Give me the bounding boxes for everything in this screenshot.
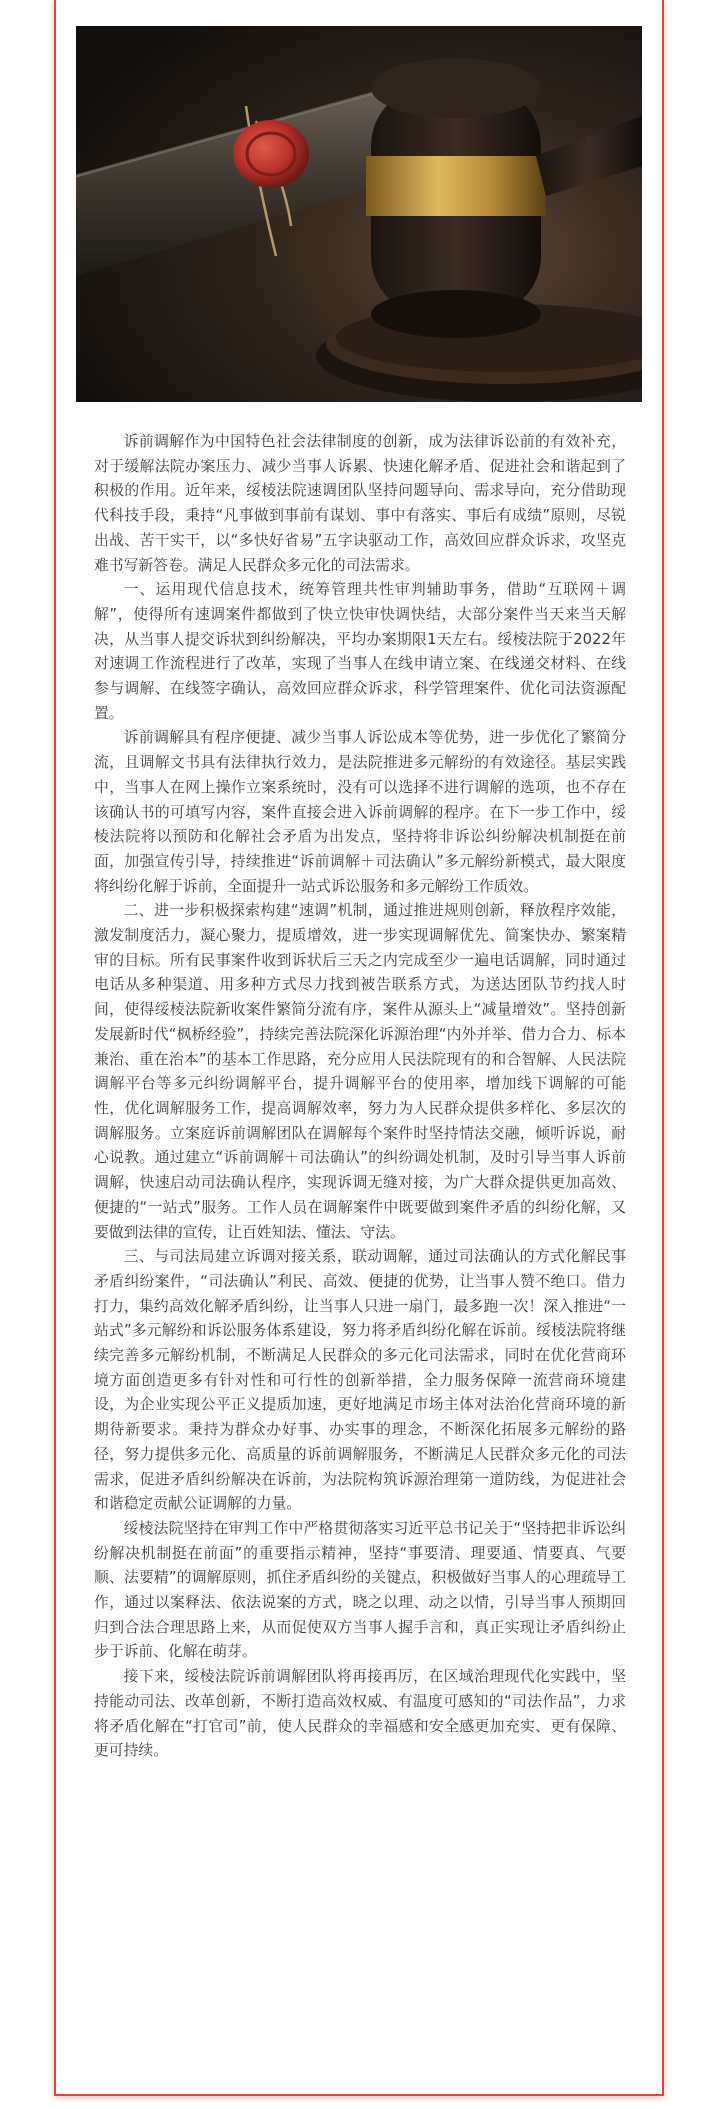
article-body	[94, 430, 626, 1764]
paragraph-2: 诉前调解具有程序便捷、减少当事人诉讼成本等优势，进一步优化了繁简分流，且调解文书具有法律执行效力，是法院推进多元解纷的有效途径。基层实践中，当事人在网上操作立案系统时，没有可以选择不进行调解的选项，也不存在该确认书的可填写内容，案件直接会进入诉前调解的程序。在下一步工作中，绥棱法院将以预防和化解社会矛盾为出发点，坚持将非诉讼纠纷解决机制挺在前面，加强宣传引导，持续推进“诉前调解＋司法确认”多元解纷新模式，最大限度将纠纷化解于诉前，全面提升一站式诉讼服务和多元解纷工作质效。	[94, 729, 626, 895]
paragraph-5: 绥棱法院坚持在审判工作中严格贯彻落实习近平总书记关于“坚持把非诉讼纠纷解决机制挺在前面”的重要指示精神，坚持“事要清、理要通、情要真、气要顺、法要精”的调解原则，抓住矛盾纠纷的关键点，积极做好当事人的心理疏导工作，通过以案释法、依法说案的方式，晓之以理、动之以情，引导当事人预期回归到合法合理思路上来，从而促使双方当事人握手言和，真正实现让矛盾纠纷止步于诉前、化解在萌芽。	[94, 1519, 626, 1661]
gavel-scroll-illustration	[76, 26, 642, 402]
paragraph-3: 二、进一步积极探索构建“速调”机制，通过推进规则创新，释放程序效能，激发制度活力，凝心聚力，提质增效，进一步实现调解优先、简案快办、繁案精审的目标。所有民事案件收到诉状后三天之内完成至少一遍电话调解，同时通过电话从多种渠道、用多种方式尽力找到被告联系方式，为送达团队节约找人时间，使得绥棱法院新收案件繁简分流有序，案件从源头上“减量增效”。坚持创新发展新时代“枫桥经验”，持续完善法院深化诉源治理“内外并举、借力合力、标本兼治、重在治本”的基本工作思路，充分应用人民法院现有的和合智解、人民法院调解平台等多元纠纷调解平台，提升调解平台的使用率，增加线下调解的可能性，优化调解服务工作，提高调解效率，努力为人民群众提供多样化、多层次的调解服务。立案庭诉前调解团队在调解每个案件时坚持情法交融，倾听诉说，耐心说教。通过建立“诉前调解＋司法确认”的纠纷调处机制，及时引导当事人诉前调解，快速启动司法确认程序，实现诉调无缝对接，为广大群众提供更加高效、便捷的“一站式”服务。工作人员在调解案件中既要做到案件矛盾的纠纷化解，又要做到法律的宣传，让百姓知法、懂法、守法。	[94, 902, 626, 1241]
header-photo	[76, 26, 642, 402]
paragraph-intro: 诉前调解作为中国特色社会法律制度的创新，成为法律诉讼前的有效补充，对于缓解法院办案压力、减少当事人诉累、快速化解矛盾、促进社会和谐起到了积极的作用。近年来，绥棱法院速调团队坚持问题导向、需求导向，充分借助现代科技手段，秉持“凡事做到事前有谋划、事中有落实、事后有成绩”原则，尽锐出战、苦干实干，以“多快好省易”五字诀驱动工作，高效回应群众诉求，攻坚克难书写新答卷。满足人民群众多元化的司法需求。	[94, 433, 626, 574]
paragraph-4: 三、与司法局建立诉调对接关系，联动调解，通过司法确认的方式化解民事矛盾纠纷案件，“司法确认”利民、高效、便捷的优势，让当事人赞不绝口。借力打力，集约高效化解矛盾纠纷，让当事人只进一扇门，最多跑一次！深入推进“一站式”多元解纷和诉讼服务体系建设，努力将矛盾纠纷化解在诉前。绥棱法院将继续完善多元解纷机制，不断满足人民群众的多元化司法需求，同时在优化营商环境方面创造更多有针对性和可行性的创新举措，全力服务保障一流营商环境建设，为企业实现公平正义提质加速，更好地满足市场主体对法治化营商环境的新期待新要求。秉持为群众办好事、办实事的理念，不断深化拓展多元解纷的路径，努力提供多元化、高质量的诉前调解服务，不断满足人民群众多元化的司法需求，促进矛盾纠纷解决在诉前，为法院构筑诉源治理第一道防线，为促进社会和谐稳定贡献公证调解的力量。	[94, 1248, 626, 1513]
paragraph-conclusion: 接下来，绥棱法院诉前调解团队将再接再厉，在区域治理现代化实践中，坚持能动司法、改革创新，不断打造高效权威、有温度可感知的“司法作品”，力求将矛盾化解在“打官司”前，使人民群众的幸福感和安全感更加充实、更有保障、更可持续。	[94, 1668, 626, 1760]
article-frame	[54, 0, 664, 2096]
paragraph-1: 一、运用现代信息技术，统筹管理共性审判辅助事务，借助“互联网＋调解”，使得所有速调案件都做到了快立快审快调快结，大部分案件当天来当天解决，从当事人提交诉状到纠纷解决，平均办案期限1天左右。绥棱法院于2022年对速调工作流程进行了改革，实现了当事人在线申请立案、在线递交材料、在线参与调解、在线签字确认，高效回应群众诉求，科学管理案件、优化司法资源配置。	[94, 581, 626, 722]
